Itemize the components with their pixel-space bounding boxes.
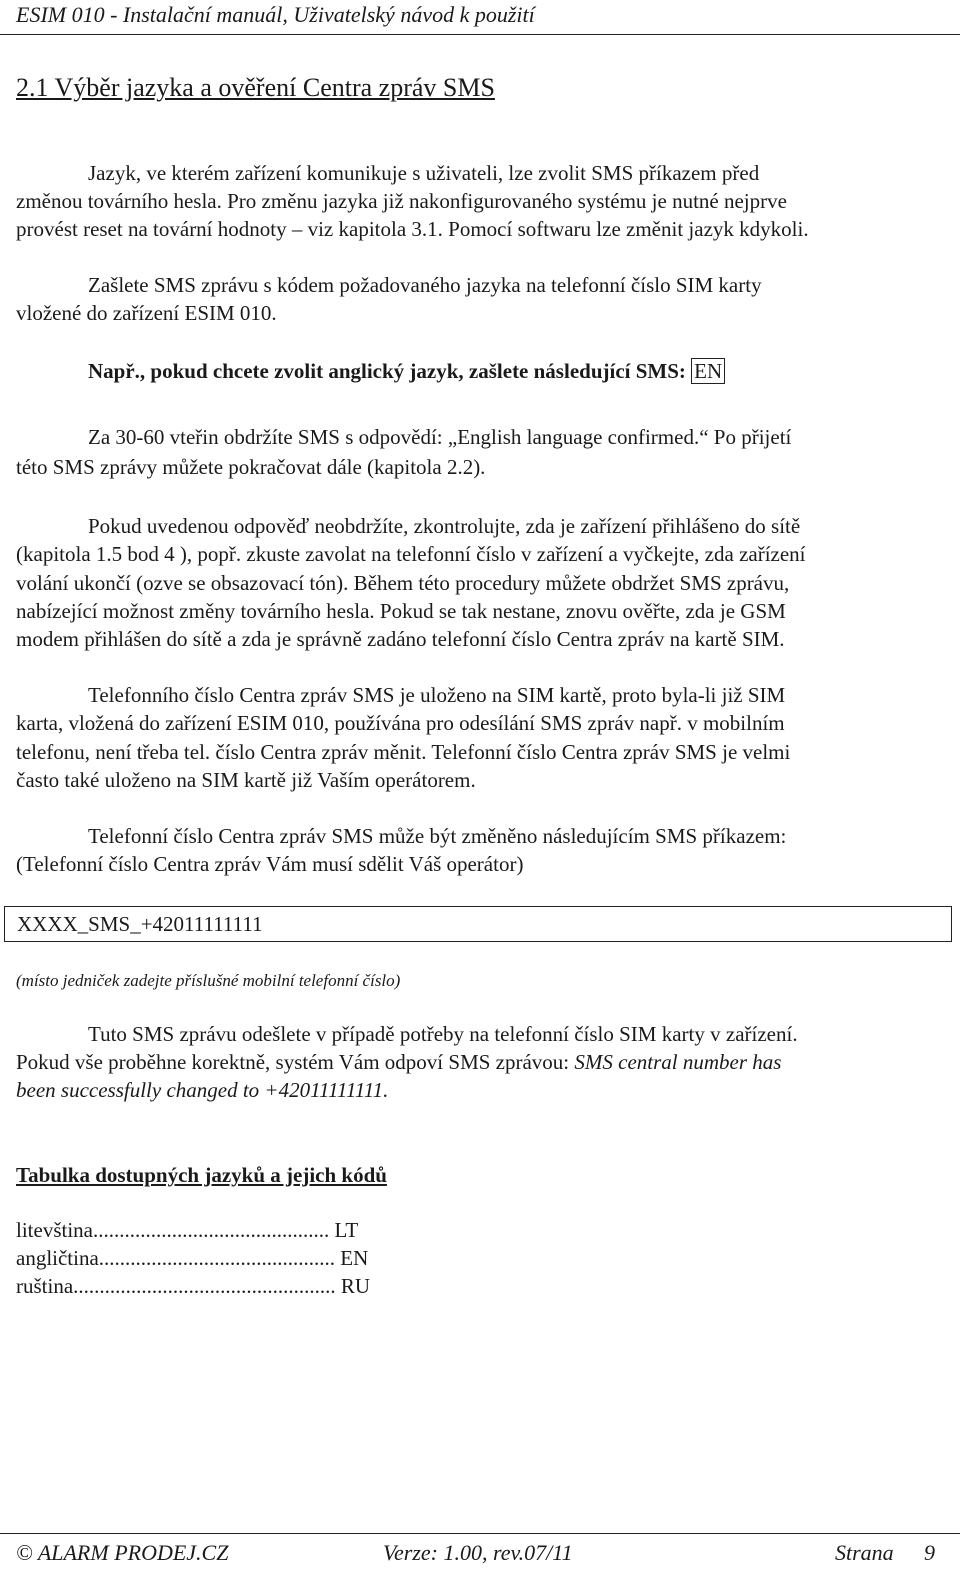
reply-message: SMS central number has (574, 1050, 782, 1074)
paragraph-line: (kapitola 1.5 bod 4 ), popř. zkuste zavolat na telefonní číslo v zařízení a vyčkejte, zda zařízení (16, 542, 806, 566)
document-header: ESIM 010 - Instalační manuál, Uživatelský návod k použití (16, 2, 535, 27)
example-prefix: Např. (88, 359, 140, 383)
paragraph-line: Pokud uvedenou odpověď neobdržíte, zkontrolujte, zda je zařízení přihlášeno do sítě (88, 514, 801, 538)
paragraph-line: (Telefonní číslo Centra zpráv Vám musí sdělit Váš operátor) (16, 852, 524, 876)
paragraph-line: modem přihlášen do sítě a zda je správně zadáno telefonní číslo Centra zpráv na kartě SIM. (16, 627, 785, 651)
paragraph-line: Telefonní číslo Centra zpráv SMS může být změněno následujícím SMS příkazem: (88, 824, 787, 848)
paragraph-line: změnou továrního hesla. Pro změnu jazyka již nakonfigurovaného systému je nutné nejprve (16, 189, 787, 213)
paragraph-line: nabízející možnost změny továrního hesla. Pokud se tak nestane, znovu ověřte, zda je GSM (16, 599, 786, 623)
sms-command: XXXX_SMS_+42011111111 (17, 912, 263, 936)
example-instruction (88, 357, 725, 385)
language-row: litevština............................................. LT (16, 1218, 359, 1242)
footer-divider (0, 1533, 960, 1534)
footer-page-label: Strana (835, 1540, 894, 1565)
sms-command-box (4, 906, 952, 942)
footer-version: Verze: 1.00, rev.07/11 (383, 1540, 573, 1565)
language-code-box: EN (691, 358, 725, 384)
paragraph-line: této SMS zprávy můžete pokračovat dále (kapitola 2.2). (16, 455, 486, 479)
reply-message-continued: been successfully changed to +42011111111. (16, 1078, 389, 1102)
language-table-title: Tabulka dostupných jazyků a jejich kódů (16, 1163, 387, 1187)
paragraph-line: Jazyk, ve kterém zařízení komunikuje s uživateli, lze zvolit SMS příkazem před (88, 161, 760, 185)
paragraph-line: volání ukončí (ozve se obsazovací tón). Během této procedury můžete obdržet SMS zprávu, (16, 571, 790, 595)
paragraph-line (16, 1048, 781, 1076)
language-row: angličtina............................................. EN (16, 1246, 369, 1270)
command-note: (místo jedniček zadejte příslušné mobilní telefonní číslo) (16, 971, 401, 990)
language-row: ruština.................................................. RU (16, 1274, 371, 1298)
footer-company: © ALARM PRODEJ.CZ (16, 1540, 229, 1565)
paragraph-line: Za 30-60 vteřin obdržíte SMS s odpovědí: „English language confirmed.“ Po přijetí (88, 425, 792, 449)
footer-page-number: 9 (924, 1540, 935, 1565)
example-text: , pokud chcete zvolit anglický jazyk, zašlete následující SMS: (139, 359, 692, 383)
paragraph-line: často také uloženo na SIM kartě již Vaším operátorem. (16, 768, 476, 792)
paragraph-line: karta, vložená do zařízení ESIM 010, používána pro odesílání SMS zpráv např. v mobilním (16, 711, 785, 735)
paragraph-line: Telefonního číslo Centra zpráv SMS je uloženo na SIM kartě, proto byla-li již SIM (88, 683, 786, 707)
section-title: 2.1 Výběr jazyka a ověření Centra zpráv SMS (16, 73, 495, 102)
paragraph-line: Zašlete SMS zprávu s kódem požadovaného jazyka na telefonní číslo SIM karty (88, 273, 762, 297)
paragraph-line: vložené do zařízení ESIM 010. (16, 301, 277, 325)
header-divider (0, 34, 960, 35)
paragraph-line: telefonu, není třeba tel. číslo Centra zpráv měnit. Telefonní číslo Centra zpráv SMS je velmi (16, 740, 791, 764)
paragraph-line: Tuto SMS zprávu odešlete v případě potřeby na telefonní číslo SIM karty v zařízení. (88, 1022, 798, 1046)
reply-intro: Pokud vše proběhne korektně, systém Vám odpoví SMS zprávou: (16, 1050, 575, 1074)
paragraph-line: provést reset na tovární hodnoty – viz kapitola 3.1. Pomocí softwaru lze změnit jazyk kdykoli. (16, 217, 809, 241)
